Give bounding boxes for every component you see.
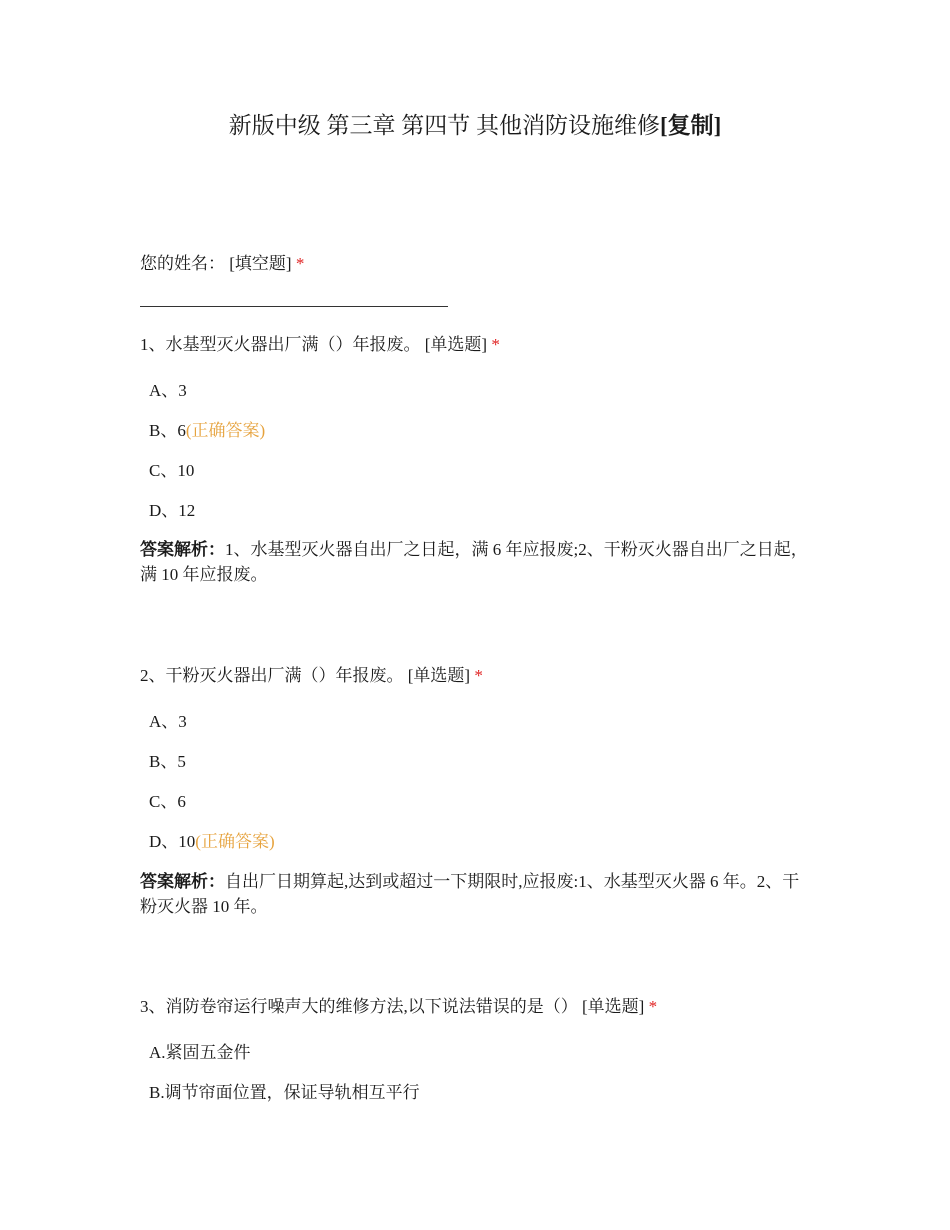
copy-tag: [复制] [659, 113, 722, 138]
question-2-option-b[interactable]: B、5 [149, 752, 186, 771]
correct-answer-mark: (正确答案) [185, 421, 266, 440]
question-2-text: 2、干粉灭火器出厂满（）年报废。 [140, 666, 404, 685]
question-3-option-a[interactable]: A.紧固五金件 [149, 1043, 251, 1062]
question-2-option-c[interactable]: C、6 [149, 792, 186, 811]
required-marker: * [648, 997, 658, 1016]
question-3-text: 3、消防卷帘运行噪声大的维修方法,以下说法错误的是（） [140, 997, 578, 1016]
required-marker: * [491, 335, 500, 354]
analysis-label: 答案解析： [140, 540, 225, 559]
name-input-line[interactable] [140, 306, 448, 307]
question-1-text: 1、水基型灭火器出厂满（）年报废。 [140, 335, 421, 354]
question-1-option-b[interactable] [149, 419, 265, 443]
name-question [140, 252, 304, 276]
question-1-option-d[interactable]: D、12 [149, 501, 196, 520]
question-2-option-a[interactable]: A、3 [149, 712, 187, 731]
option-label: D、10 [149, 832, 196, 851]
question-1-option-c[interactable]: C、10 [149, 461, 195, 480]
analysis-label: 答案解析： [140, 872, 225, 891]
required-marker: * [474, 666, 483, 685]
question-1-analysis [140, 537, 810, 587]
question-2-analysis [140, 869, 810, 919]
survey-title-text: 新版中级 第三章 第四节 其他消防设施维修 [228, 113, 660, 138]
required-marker: * [295, 254, 305, 273]
question-3 [140, 995, 657, 1019]
question-1-option-a[interactable]: A、3 [149, 381, 187, 400]
question-1-type: [单选题] [424, 335, 488, 354]
name-question-label: 您的姓名： [140, 254, 225, 273]
question-3-type: [单选题] [582, 997, 645, 1016]
question-2-option-d[interactable] [149, 830, 275, 854]
analysis-text: 自出厂日期算起,达到或超过一下期限时,应报废:1、水基型灭火器 6 年。2、干粉灭火器 10 年。 [140, 872, 800, 916]
question-1 [140, 333, 500, 357]
question-3-option-b[interactable]: B.调节帘面位置，保证导轨相互平行 [149, 1083, 420, 1102]
correct-answer-mark: (正确答案) [195, 832, 275, 851]
question-2 [140, 664, 483, 688]
name-question-type: [填空题] [229, 254, 292, 273]
option-label: B、6 [149, 421, 186, 440]
question-2-type: [单选题] [407, 666, 471, 685]
survey-title [0, 110, 950, 142]
analysis-text: 1、水基型灭火器自出厂之日起，满 6 年应报废;2、干粉灭火器自出厂之日起，满 10 年应报废。 [140, 540, 808, 584]
